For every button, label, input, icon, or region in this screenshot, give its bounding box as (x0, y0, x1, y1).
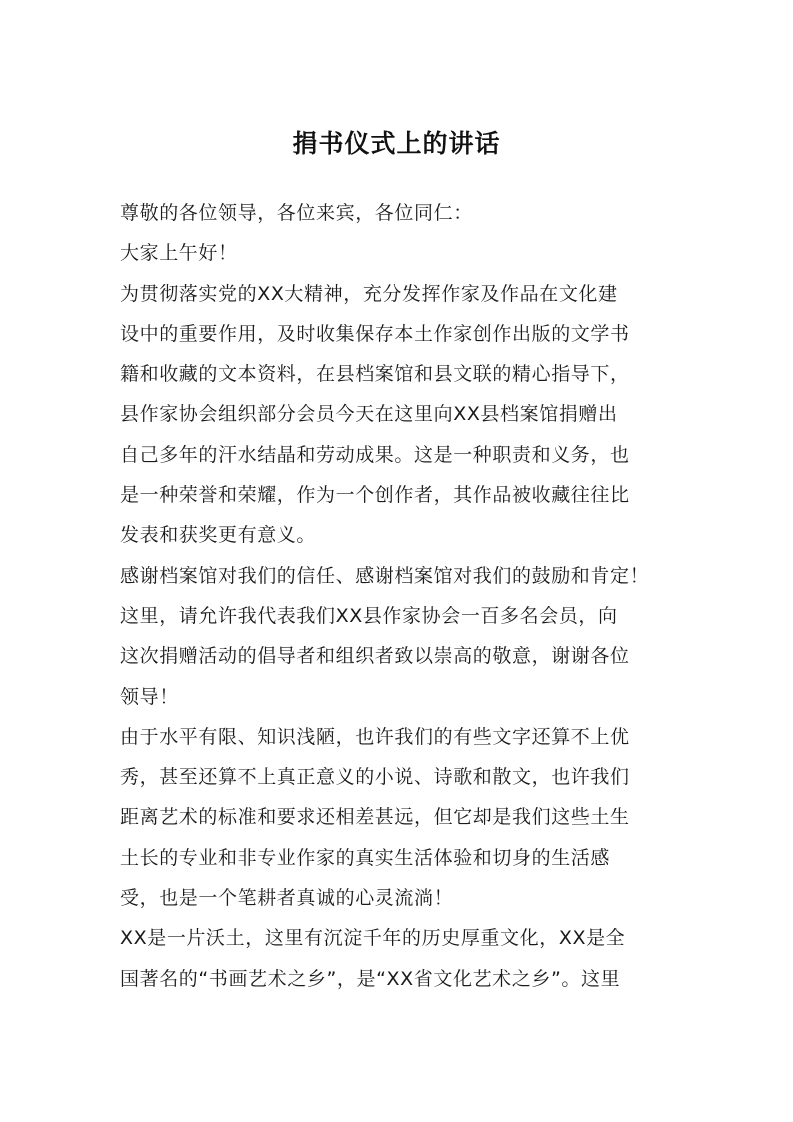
body-line: 为贯彻落实党的XX大精神，充分发挥作家及作品在文化建 (120, 282, 618, 305)
body-line: 发表和获奖更有意义。 (120, 524, 317, 547)
body-line: 受，也是一个笔耕者真诚的心灵流淌！ (120, 887, 454, 910)
body-line: 距离艺术的标准和要求还相差甚远，但它却是我们这些土生 (120, 806, 630, 829)
body-line: 由于水平有限、知识浅陋，也许我们的有些文字还算不上优 (120, 725, 630, 748)
body-line: 是一种荣誉和荣耀，作为一个创作者，其作品被收藏往往比 (120, 484, 630, 507)
body-line: 这次捐赠活动的倡导者和组织者致以崇高的敬意，谢谢各位 (120, 645, 630, 668)
body-line: 自己多年的汗水结晶和劳动成果。这是一种职责和义务，也 (120, 443, 630, 466)
body-line: 领导！ (120, 685, 179, 708)
body-line: 秀，甚至还算不上真正意义的小说、诗歌和散文，也许我们 (120, 766, 630, 789)
body-line: 县作家协会组织部分会员今天在这里向XX县档案馆捐赠出 (120, 403, 618, 426)
body-line: 这里，请允许我代表我们XX县作家协会一百多名会员，向 (120, 604, 618, 627)
document-title: 捐书仪式上的讲话 (292, 129, 501, 158)
body-line: 尊敬的各位领导，各位来宾，各位同仁： (120, 202, 473, 224)
body-line: XX是一片沃土，这里有沉淀千年的历史厚重文化，XX是全 (120, 927, 626, 950)
body-line: 大家上午好！ (120, 242, 238, 265)
body-line: 土长的专业和非专业作家的真实生活体验和切身的生活感 (120, 846, 611, 869)
body-line: 籍和收藏的文本资料，在县档案馆和县文联的精心指导下， (120, 363, 630, 386)
body-line: 感谢档案馆对我们的信任、感谢档案馆对我们的鼓励和肯定！ (120, 564, 650, 587)
document-body (120, 193, 680, 999)
body-line: 国著名的“书画艺术之乡”，是“XX省文化艺术之乡”。这里 (120, 967, 621, 990)
body-line: 设中的重要作用，及时收集保存本土作家创作出版的文学书 (120, 322, 630, 345)
